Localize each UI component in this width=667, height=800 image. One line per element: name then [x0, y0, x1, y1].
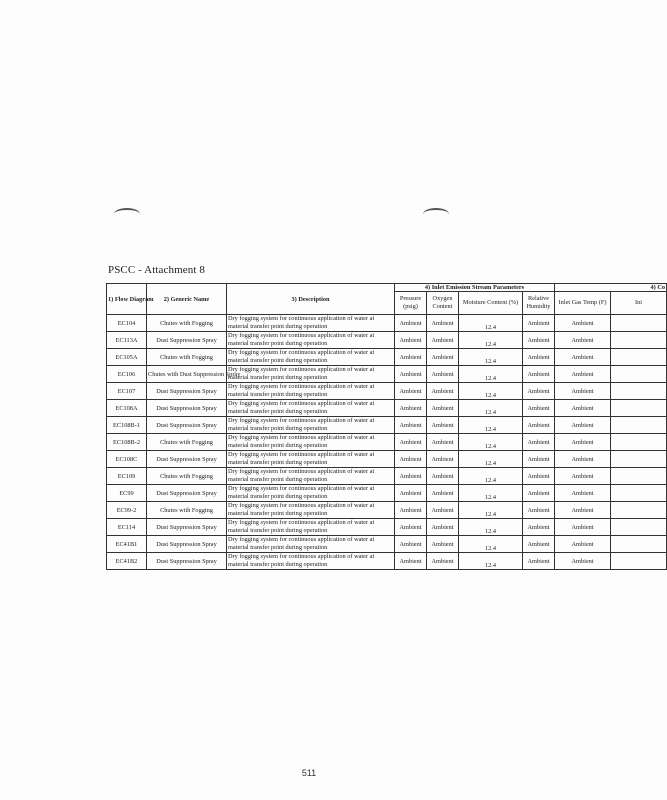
row-description: Dry fogging system for continuous application of water at material transfer point during operation — [227, 332, 395, 349]
row-moisture: 12.4 — [459, 383, 523, 400]
row-description: Dry fogging system for continuous application of water at material transfer point during operation — [227, 400, 395, 417]
row-next-column-cell — [611, 536, 667, 553]
emission-parameters-table — [106, 283, 666, 589]
row-pressure: Ambient — [395, 485, 427, 502]
table-row — [107, 332, 667, 349]
row-next-column-cell — [611, 553, 667, 570]
table-row — [107, 366, 667, 383]
row-flow-diagram-id: EC41B2 — [107, 553, 147, 570]
row-description: Dry fogging system for continuous application of water at material transfer point during operation — [227, 434, 395, 451]
row-generic-name: Dust Suppression Spray — [147, 485, 227, 502]
row-moisture: 12.4 — [459, 332, 523, 349]
row-generic-name: Chutes with Dust Suppression Spray — [147, 366, 227, 383]
row-generic-name: Chutes with Fogging — [147, 349, 227, 366]
group-header-inlet-emission: 4) Inlet Emission Stream Parameters — [395, 284, 555, 292]
row-flow-diagram-id: EC114 — [107, 519, 147, 536]
row-next-column-cell — [611, 315, 667, 332]
row-generic-name: Chutes with Fogging — [147, 502, 227, 519]
page-number: 511 — [301, 768, 317, 778]
row-flow-diagram-id: EC105A — [107, 349, 147, 366]
table-row — [107, 434, 667, 451]
column-header-pressure: Pressure (psig) — [395, 292, 427, 315]
row-description: Dry fogging system for continuous application of water at material transfer point during operation — [227, 451, 395, 468]
row-moisture: 12.4 — [459, 485, 523, 502]
row-moisture: 12.4 — [459, 434, 523, 451]
row-generic-name: Dust Suppression Spray — [147, 451, 227, 468]
table-row — [107, 502, 667, 519]
row-flow-diagram-id: EC108C — [107, 451, 147, 468]
row-flow-diagram-id: EC113A — [107, 332, 147, 349]
row-moisture: 12.4 — [459, 468, 523, 485]
row-humidity: Ambient — [523, 502, 555, 519]
row-pressure: Ambient — [395, 366, 427, 383]
row-humidity: Ambient — [523, 485, 555, 502]
row-inlet-gas-temp: Ambient — [555, 366, 611, 383]
row-humidity: Ambient — [523, 553, 555, 570]
row-oxygen: Ambient — [427, 553, 459, 570]
row-humidity: Ambient — [523, 417, 555, 434]
table-row — [107, 451, 667, 468]
row-moisture: 12.4 — [459, 553, 523, 570]
row-oxygen: Ambient — [427, 536, 459, 553]
row-generic-name: Dust Suppression Spray — [147, 536, 227, 553]
row-moisture: 12.4 — [459, 366, 523, 383]
row-moisture: 12.4 — [459, 349, 523, 366]
table-row — [107, 383, 667, 400]
table-row — [107, 519, 667, 536]
row-inlet-gas-temp: Ambient — [555, 434, 611, 451]
row-inlet-gas-temp: Ambient — [555, 383, 611, 400]
row-flow-diagram-id: EC99-2 — [107, 502, 147, 519]
row-generic-name: Chutes with Fogging — [147, 468, 227, 485]
row-description: Dry fogging system for continuous application of water at material transfer point during operation — [227, 502, 395, 519]
row-humidity: Ambient — [523, 434, 555, 451]
table-row — [107, 349, 667, 366]
row-next-column-cell — [611, 485, 667, 502]
row-inlet-gas-temp: Ambient — [555, 315, 611, 332]
row-pressure: Ambient — [395, 417, 427, 434]
row-description: Dry fogging system for continuous application of water at material transfer point during operation — [227, 553, 395, 570]
row-moisture: 12.4 — [459, 451, 523, 468]
row-oxygen: Ambient — [427, 434, 459, 451]
row-flow-diagram-id: EC108B-1 — [107, 417, 147, 434]
table-row — [107, 400, 667, 417]
row-next-column-cell — [611, 502, 667, 519]
row-humidity: Ambient — [523, 366, 555, 383]
row-oxygen: Ambient — [427, 400, 459, 417]
row-pressure: Ambient — [395, 519, 427, 536]
scan-mark-right — [423, 208, 449, 220]
row-inlet-gas-temp: Ambient — [555, 502, 611, 519]
row-flow-diagram-id: EC108B-2 — [107, 434, 147, 451]
row-description: Dry fogging system for continuous application of water at material transfer point during operation — [227, 366, 395, 383]
row-description: Dry fogging system for continuous application of water at material transfer point during operation — [227, 519, 395, 536]
row-next-column-cell — [611, 366, 667, 383]
row-inlet-gas-temp: Ambient — [555, 468, 611, 485]
row-pressure: Ambient — [395, 400, 427, 417]
row-next-column-cell — [611, 332, 667, 349]
row-flow-diagram-id: EC106 — [107, 366, 147, 383]
row-pressure: Ambient — [395, 536, 427, 553]
row-pressure: Ambient — [395, 468, 427, 485]
row-pressure: Ambient — [395, 349, 427, 366]
row-oxygen: Ambient — [427, 468, 459, 485]
row-description: Dry fogging system for continuous application of water at material transfer point during operation — [227, 485, 395, 502]
row-generic-name: Dust Suppression Spray — [147, 553, 227, 570]
row-oxygen: Ambient — [427, 451, 459, 468]
document-title: PSCC - Attachment 8 — [108, 264, 205, 276]
row-next-column-cell — [611, 434, 667, 451]
column-header-description: 3) Description — [227, 284, 395, 315]
row-oxygen: Ambient — [427, 332, 459, 349]
row-moisture: 12.4 — [459, 400, 523, 417]
row-generic-name: Dust Suppression Spray — [147, 519, 227, 536]
row-inlet-gas-temp: Ambient — [555, 519, 611, 536]
row-inlet-gas-temp: Ambient — [555, 400, 611, 417]
row-moisture: 12.4 — [459, 519, 523, 536]
column-header-inlet-gas-temp: Inlet Gas Temp (F) — [555, 292, 611, 315]
row-description: Dry fogging system for continuous application of water at material transfer point during operation — [227, 417, 395, 434]
table-row — [107, 485, 667, 502]
row-oxygen: Ambient — [427, 383, 459, 400]
row-pressure: Ambient — [395, 383, 427, 400]
row-next-column-cell — [611, 417, 667, 434]
row-oxygen: Ambient — [427, 366, 459, 383]
row-moisture: 12.4 — [459, 315, 523, 332]
column-header-next: Ini — [611, 292, 667, 315]
row-pressure: Ambient — [395, 502, 427, 519]
row-next-column-cell — [611, 468, 667, 485]
table-row — [107, 315, 667, 332]
column-header-moisture: Moisture Content (%) — [459, 292, 523, 315]
row-description: Dry fogging system for continuous application of water at material transfer point during operation — [227, 315, 395, 332]
table-row — [107, 468, 667, 485]
row-pressure: Ambient — [395, 332, 427, 349]
row-inlet-gas-temp: Ambient — [555, 536, 611, 553]
row-humidity: Ambient — [523, 536, 555, 553]
row-generic-name: Chutes with Fogging — [147, 315, 227, 332]
row-next-column-cell — [611, 383, 667, 400]
row-inlet-gas-temp: Ambient — [555, 417, 611, 434]
row-oxygen: Ambient — [427, 349, 459, 366]
row-flow-diagram-id: EC109 — [107, 468, 147, 485]
row-pressure: Ambient — [395, 553, 427, 570]
row-flow-diagram-id: EC108A — [107, 400, 147, 417]
row-oxygen: Ambient — [427, 417, 459, 434]
row-generic-name: Dust Suppression Spray — [147, 400, 227, 417]
row-description: Dry fogging system for continuous application of water at material transfer point during operation — [227, 468, 395, 485]
row-oxygen: Ambient — [427, 485, 459, 502]
column-header-humidity: Relative Humidity — [523, 292, 555, 315]
scan-mark-left — [114, 208, 140, 220]
row-inlet-gas-temp: Ambient — [555, 349, 611, 366]
column-header-generic-name: 2) Generic Name — [147, 284, 227, 315]
table-group-header-row — [107, 284, 667, 292]
row-flow-diagram-id: EC107 — [107, 383, 147, 400]
row-flow-diagram-id: EC41B1 — [107, 536, 147, 553]
row-pressure: Ambient — [395, 315, 427, 332]
row-next-column-cell — [611, 400, 667, 417]
row-humidity: Ambient — [523, 451, 555, 468]
row-flow-diagram-id: EC99 — [107, 485, 147, 502]
table-row — [107, 553, 667, 570]
table-body — [107, 315, 667, 570]
row-description: Dry fogging system for continuous application of water at material transfer point during operation — [227, 349, 395, 366]
row-humidity: Ambient — [523, 468, 555, 485]
row-oxygen: Ambient — [427, 315, 459, 332]
row-inlet-gas-temp: Ambient — [555, 485, 611, 502]
row-generic-name: Dust Suppression Spray — [147, 383, 227, 400]
row-humidity: Ambient — [523, 332, 555, 349]
row-inlet-gas-temp: Ambient — [555, 332, 611, 349]
row-pressure: Ambient — [395, 434, 427, 451]
row-humidity: Ambient — [523, 383, 555, 400]
row-inlet-gas-temp: Ambient — [555, 451, 611, 468]
row-moisture: 12.4 — [459, 417, 523, 434]
row-humidity: Ambient — [523, 400, 555, 417]
row-next-column-cell — [611, 451, 667, 468]
row-oxygen: Ambient — [427, 502, 459, 519]
row-moisture: 12.4 — [459, 536, 523, 553]
table-row — [107, 536, 667, 553]
row-inlet-gas-temp: Ambient — [555, 553, 611, 570]
row-description: Dry fogging system for continuous application of water at material transfer point during operation — [227, 383, 395, 400]
row-humidity: Ambient — [523, 349, 555, 366]
row-generic-name: Chutes with Fogging — [147, 434, 227, 451]
row-description: Dry fogging system for continuous application of water at material transfer point during operation — [227, 536, 395, 553]
row-humidity: Ambient — [523, 519, 555, 536]
column-header-oxygen: Oxygen Content — [427, 292, 459, 315]
row-generic-name: Dust Suppression Spray — [147, 332, 227, 349]
row-moisture: 12.4 — [459, 502, 523, 519]
row-next-column-cell — [611, 519, 667, 536]
row-generic-name: Dust Suppression Spray — [147, 417, 227, 434]
row-next-column-cell — [611, 349, 667, 366]
table-row — [107, 417, 667, 434]
row-humidity: Ambient — [523, 315, 555, 332]
row-flow-diagram-id: EC104 — [107, 315, 147, 332]
column-header-flow-diagram: 1) Flow Diagram — [107, 284, 147, 315]
row-oxygen: Ambient — [427, 519, 459, 536]
row-pressure: Ambient — [395, 451, 427, 468]
group-header-next: 4) Co — [555, 284, 667, 292]
